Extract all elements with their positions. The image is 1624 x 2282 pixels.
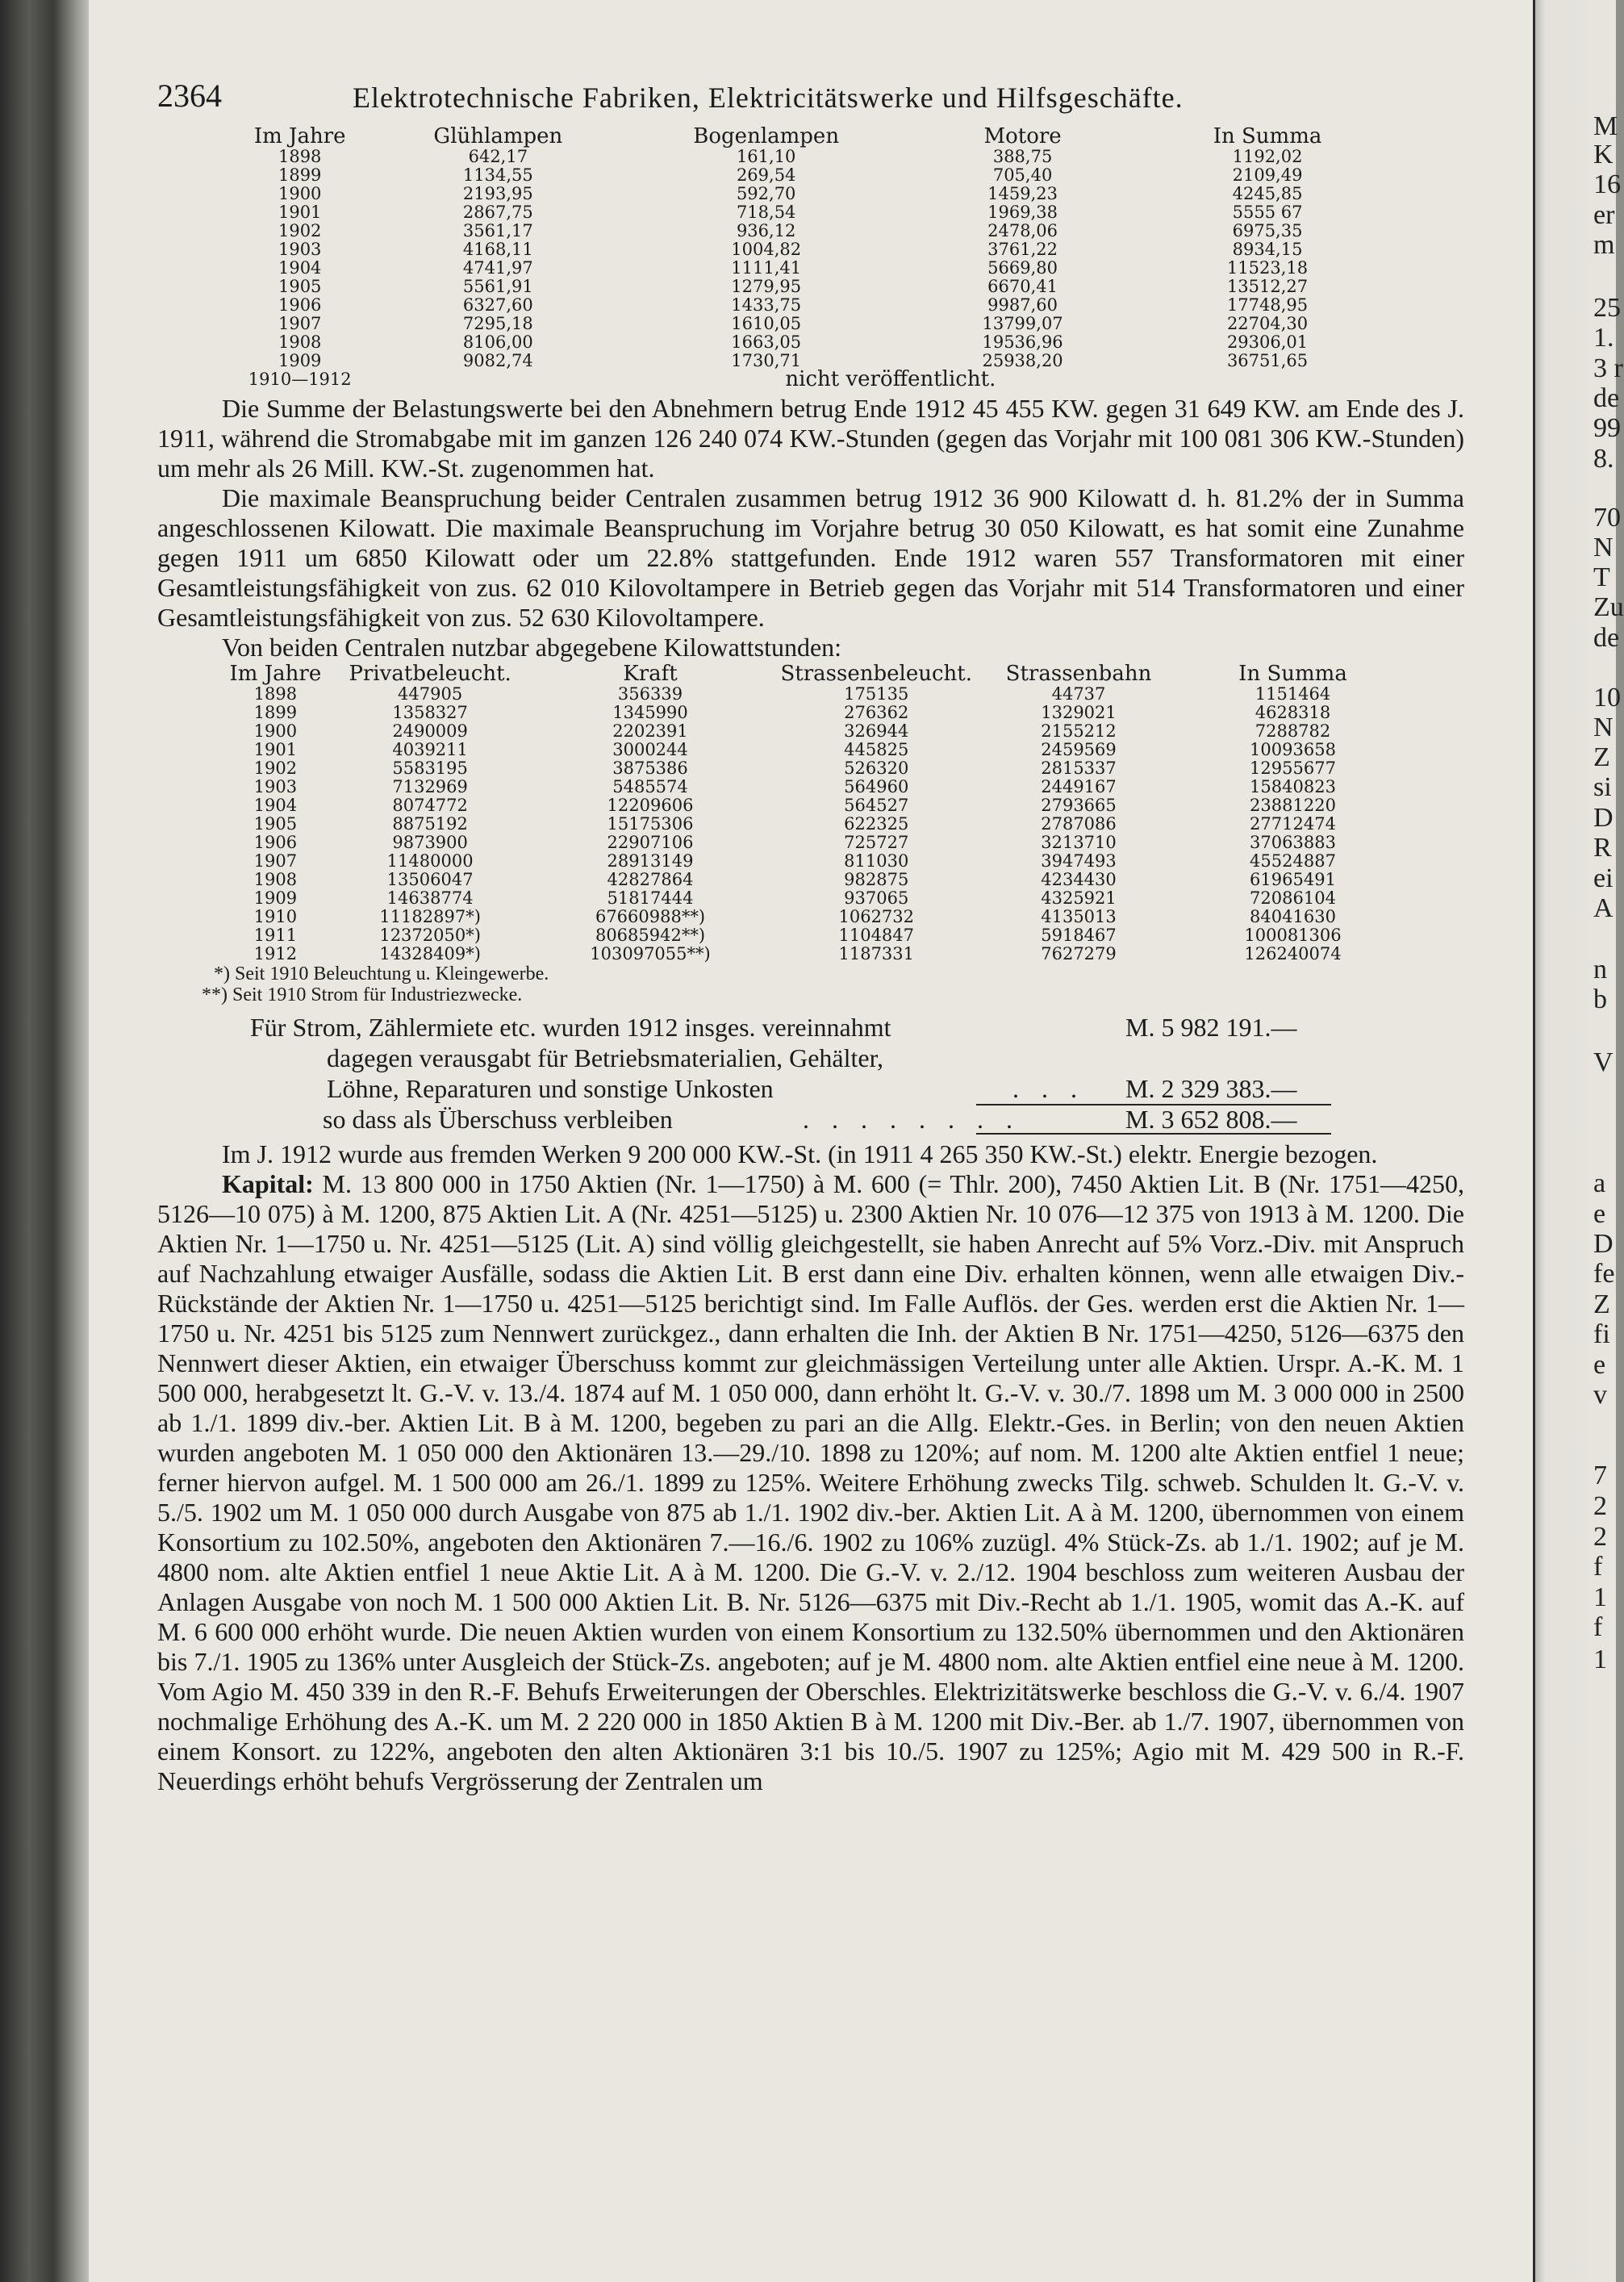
table-cell: 2815337 — [1041, 759, 1117, 778]
account-amount-expenses: M. 2 329 383.— — [1125, 1074, 1297, 1103]
page-content — [157, 77, 1464, 1796]
right-page-fragment: 1 — [1593, 1645, 1607, 1674]
table-cell: 29306,01 — [1226, 332, 1309, 352]
table-cell: 45524887 — [1250, 851, 1336, 871]
table-cell: 9082,74 — [462, 351, 533, 370]
right-page-fragment: fe — [1593, 1259, 1615, 1289]
right-page-fragment: 16 — [1593, 169, 1621, 199]
table-cell: 1905 — [253, 814, 298, 834]
table-cell: 1433,75 — [731, 295, 802, 315]
table-row — [230, 315, 1396, 333]
right-page-fragment: N — [1593, 713, 1614, 742]
table-cell: 14638774 — [386, 888, 474, 908]
col-header: Glühlampen — [433, 123, 563, 148]
table-cell: 1910 — [253, 907, 298, 926]
table-row — [230, 333, 1396, 352]
table-cell: 15840823 — [1250, 777, 1336, 796]
table-cell: 126240074 — [1244, 944, 1342, 963]
table-cell: 937065 — [844, 888, 909, 908]
right-page-fragment: 1. — [1593, 323, 1614, 353]
table-cell: 1909 — [253, 888, 298, 908]
table-cell: 3947493 — [1041, 851, 1117, 871]
table-cell: 2155212 — [1041, 721, 1117, 741]
table-cell: 67660988**) — [595, 907, 706, 926]
right-page-fragment: ei — [1593, 863, 1614, 893]
table-cell: 982875 — [844, 870, 909, 889]
table-cell: 2787086 — [1041, 814, 1117, 834]
table-cell: 3761,22 — [987, 240, 1058, 259]
table-cell: 1902 — [278, 221, 322, 240]
table-cell: 1111,41 — [731, 258, 802, 278]
table-row — [222, 815, 1412, 834]
table-cell: 1329021 — [1041, 703, 1117, 722]
col-header: Strassenbahn — [1005, 661, 1152, 686]
table-cell: 8875192 — [392, 814, 468, 834]
paragraph-load-sum: Die Summe der Belastungswerte bei den Abnehmern betrug Ende 1912 45 455 KW. gegen 31 649 KW. am Ende des J. 1911, während die Stromabgabe mit im ganzen 126 240 074 KW.-Stunden (gegen das Vorjahr mit 100 081 306 KW.-Stunden) um mehr als 26 Mill. KW.-St. zugenommen hat. — [157, 394, 1464, 483]
table-cell: 1903 — [253, 777, 298, 796]
table-cell: 10093658 — [1250, 740, 1336, 759]
right-page-edge — [1533, 0, 1624, 2282]
table-cell: 1901 — [253, 740, 298, 759]
table-cell: 5485574 — [612, 777, 688, 796]
table-row — [222, 908, 1412, 926]
table-cell: 12955677 — [1250, 759, 1336, 778]
table-cell: 19536,96 — [982, 332, 1063, 352]
table-row — [230, 259, 1396, 278]
right-page-fragment: m — [1593, 230, 1615, 260]
table-cell: 1151464 — [1255, 684, 1331, 704]
right-page-fragment: e — [1593, 1199, 1606, 1229]
table-row — [222, 834, 1412, 852]
table-cell: 9873900 — [392, 833, 468, 852]
account-amount-revenue: M. 5 982 191.— — [1125, 1013, 1297, 1042]
table-row — [230, 222, 1396, 240]
table-cell: 1899 — [253, 703, 298, 722]
table-cell: 13506047 — [386, 870, 474, 889]
table-cell: 27712474 — [1250, 814, 1336, 834]
table-cell: 1899 — [278, 165, 322, 185]
table-cell: 1906 — [253, 833, 298, 852]
table-cell: 1912 — [253, 944, 298, 963]
table-cell: 2449167 — [1041, 777, 1117, 796]
revenue-account — [157, 1012, 1464, 1135]
table-cell: 7288782 — [1255, 721, 1331, 741]
right-page-fragment: N — [1593, 533, 1614, 562]
page-number: 2364 — [157, 77, 222, 114]
table-cell: 4039211 — [392, 740, 468, 759]
table-cell: 13799,07 — [982, 314, 1063, 333]
paragraph-kapital — [157, 1169, 1464, 1796]
table-cell: 15175306 — [607, 814, 694, 834]
kapital-text: M. 13 800 000 in 1750 Aktien (Nr. 1—1750) à M. 600 (= Thlr. 200), 7450 Aktien Lit. B (Nr. 1751—4250, 5126—10 075) à M. 1200, 875 Aktien Lit. A (Nr. 4251—5125) u. 2300 Aktien Nr. 10 076—12 375 von 1913 à M. 1200. Die Aktien Nr. 1—1750 u. Nr. 4251—5125 (Lit. A) sind völlig gleichgestellt, sie haben Anrecht auf 5% Vorz.-Div. mit Anspruch auf Nachzahlung etwaiger Ausfälle, sodass die Aktien Lit. B erst dann eine Div. erhalten können, wenn alle etwaigen Div.-Rückstände der Aktien Nr. 1—1750 u. 4251—5125 berichtigt sind. Im Falle Auflös. der Ges. werden erst die Aktien Nr. 1—1750 u. Nr. 4251 bis 5125 zum Nennwert zurückgez., dann erhalten die Inh. der Aktien B Nr. 1751—4250, 5126—6375 den Nennwert dieser Aktien, ein etwaiger Überschuss kommt zur gleichmässigen Verteilung unter alle Aktien. Urspr. A.-K. M. 1 500 000, herabgesetzt lt. G.-V. v. 13./4. 1874 auf M. 1 050 000, dann erhöht lt. G.-V. v. 30./7. 1898 um M. 3 000 000 in 2500 ab 1./1. 1899 div.-ber. Aktien Lit. B à M. 1200, begeben zu pari an die Allg. Elektr.-Ges. in Berlin; von den neuen Aktien wurden angeboten M. 1 050 000 den Aktionären 13.—29./10. 1898 zu 120%; auf nom. M. 1200 alte Aktien entfiel 1 neue; ferner hiervon aufgel. M. 1 500 000 am 26./1. 1899 zu 125%. Weitere Erhöhung zwecks Tilg. schweb. Schulden lt. G.-V. v. 5./5. 1902 um M. 1 050 000 durch Ausgabe von 875 ab 1./1. 1902 div.-ber. Aktien Lit. A à M. 1200, übernommen von einem Konsortium zu 102.50%, angeboten den Aktionären 7.—16./6. 1902 zu 106% zuzügl. 4% Stück-Zs. ab 1./1. 1902; auf je M. 4800 nom. alte Aktien entfiel 1 neue Aktie Lit. A à M. 1200. Die G.-V. v. 2./12. 1904 beschloss zum weiteren Ausbau der Anlagen Ausgabe von noch M. 1 500 000 Aktien Lit. B. Nr. 5126—6375 mit Div.-Recht ab 1./1. 1905, womit das A.-K. auf M. 6 600 000 erhöht wurde. Die neuen Aktien wurden von einem Konsortium zu 132.50% übernommen und den Aktionären bis 7./1. 1905 zu 136% unter Ausgleich der Stück-Zs. angeboten; auf je M. 4800 nom. alte Aktien entfiel eine neue à M. 1200. Vom Agio M. 450 339 in den R.-F. Behufs Erweiterungen der Oberschles. Elektrizitätswerke beschloss die G.-V. v. 6./4. 1907 nochmalige Erhöhung des A.-K. um M. 2 220 000 in 1850 Aktien B à M. 1200 mit Div.-Ber. ab 1./7. 1907, übernommen von einem Konsort. zu 122%, angeboten den alten Aktionären 3:1 bis 10./5. 1907 zu 125%; Agio mit M. 429 500 in R.-F. Neuerdings erhöht behufs Vergrösserung der Zentralen um — [157, 1169, 1465, 1795]
col-header: Bogenlampen — [693, 123, 840, 148]
table-cell: 445825 — [844, 740, 909, 759]
table-cell: 4245,85 — [1232, 184, 1303, 203]
table-row — [230, 370, 1396, 389]
right-page-fragment: de — [1593, 623, 1620, 653]
right-page-fragment: er — [1593, 200, 1615, 230]
right-page-fragment: D — [1593, 803, 1614, 833]
table-cell: 84041630 — [1250, 907, 1336, 926]
kwh-table — [222, 662, 1412, 963]
table-cell: 5555 67 — [1232, 203, 1303, 222]
table-cell: 1908 — [278, 332, 322, 352]
table-cell: 17748,95 — [1226, 295, 1309, 315]
right-page-fragment: Z — [1593, 742, 1610, 772]
table-row — [230, 203, 1396, 222]
right-page-fragment: Z — [1593, 1289, 1610, 1319]
table-cell: 23881220 — [1250, 796, 1336, 815]
right-page-fragment: 25 — [1593, 293, 1621, 323]
table-cell: 1902 — [253, 759, 298, 778]
table-cell: 1062732 — [838, 907, 915, 926]
right-page-fragment: b — [1593, 984, 1607, 1014]
right-page-fragment: f — [1593, 1552, 1603, 1582]
table-cell: 103097055**) — [590, 944, 711, 963]
right-page-fragment: T — [1593, 562, 1610, 592]
table-cell: 526320 — [844, 759, 909, 778]
table-cell: 4234430 — [1041, 870, 1117, 889]
table-cell: 1900 — [278, 184, 322, 203]
table-cell: 161,10 — [736, 147, 796, 166]
table-cell: 622325 — [844, 814, 909, 834]
account-dots: . . . . . . . . — [803, 1105, 1021, 1134]
table-cell: 718,54 — [736, 203, 796, 222]
table-row — [230, 166, 1396, 185]
right-page-fragment: K — [1593, 140, 1614, 169]
right-page-fragment: a — [1593, 1168, 1606, 1198]
account-line-surplus: so dass als Überschuss verbleiben — [323, 1105, 673, 1134]
table-row — [222, 871, 1412, 889]
table-cell: 1187331 — [838, 944, 915, 963]
table-cell: 705,40 — [992, 165, 1053, 185]
kapital-lead: Kapital: — [222, 1169, 314, 1198]
table-cell: 4628318 — [1255, 703, 1331, 722]
right-page-fragment: 8. — [1593, 444, 1614, 474]
table-row — [222, 796, 1412, 815]
running-header — [157, 77, 1464, 125]
right-page-fragment: f — [1593, 1612, 1603, 1642]
table-cell: 1905 — [278, 277, 322, 296]
table-cell: 6670,41 — [987, 277, 1058, 296]
table-cell: 2202391 — [612, 721, 688, 741]
table-cell: 811030 — [844, 851, 909, 871]
table-cell: 5583195 — [392, 759, 468, 778]
right-page-fragment: V — [1593, 1047, 1614, 1077]
paragraph-external-energy: Im J. 1912 wurde aus fremden Werken 9 200 000 KW.-St. (in 1911 4 265 350 KW.-St.) elektr. Energie bezogen. — [222, 1139, 1378, 1168]
table-cell: 1279,95 — [731, 277, 802, 296]
table-cell: 9987,60 — [987, 295, 1058, 315]
table-cell: 276362 — [844, 703, 909, 722]
table-cell: 2490009 — [392, 721, 468, 741]
table-cell: 1898 — [253, 684, 298, 704]
table-cell: 1904 — [253, 796, 298, 815]
paragraph-max-load: Die maximale Beanspruchung beider Centralen zusammen betrug 1912 36 900 Kilowatt d. h. 81.2% der in Summa angeschlossenen Kilowatt. Die maximale Beanspruchung im Vorjahre betrug 30 050 Kilowatt, es hat somit eine Zunahme gegen 1911 um 6850 Kilowatt oder um 22.8% stattgefunden. Ende 1912 waren 557 Transformatoren mit einer Gesamtleistungsfähigkeit von zus. 62 010 Kilovoltampere in Betrieb gegen das Vorjahr mit 514 Transformatoren und einer Gesamtleistungsfähigkeit von zus. 52 630 Kilovoltampere. — [157, 483, 1464, 632]
table-cell: 2459569 — [1041, 740, 1117, 759]
table-cell: 11480000 — [386, 851, 474, 871]
table-cell: 2109,49 — [1232, 165, 1303, 185]
load-values-table — [230, 125, 1396, 389]
table-cell: 2478,06 — [987, 221, 1058, 240]
book-spine — [0, 0, 97, 2282]
table-cell: 175135 — [844, 684, 909, 704]
right-page-fragment: 99 — [1593, 413, 1621, 443]
footnote: *) Seit 1910 Beleuchtung u. Kleingewerbe. — [214, 963, 549, 984]
table-cell: 44737 — [1051, 684, 1106, 704]
table-cell: 36751,65 — [1226, 351, 1309, 370]
table-cell: 13512,27 — [1226, 277, 1309, 296]
table-cell: 11182897*) — [379, 907, 481, 926]
table-row — [230, 278, 1396, 296]
table-cell: 564960 — [844, 777, 909, 796]
table-cell: 11523,18 — [1226, 258, 1309, 278]
table-cell: 4325921 — [1041, 888, 1117, 908]
table-cell: 1907 — [253, 851, 298, 871]
right-page-fragment: v — [1593, 1380, 1607, 1410]
table-row — [222, 722, 1412, 741]
table-cell: 936,12 — [736, 221, 796, 240]
account-line-costs: Löhne, Reparaturen und sonstige Unkosten — [327, 1074, 774, 1103]
table-cell: 642,17 — [468, 147, 528, 166]
table-cell: 4135013 — [1041, 907, 1117, 926]
table-cell: 1663,05 — [731, 332, 802, 352]
table-cell: 4741,97 — [462, 258, 533, 278]
table-cell: 447905 — [398, 684, 463, 704]
account-amount-surplus: M. 3 652 808.— — [1125, 1105, 1297, 1134]
paragraph-kwh-intro: Von beiden Centralen nutzbar abgegebene Kilowattstunden: — [222, 633, 842, 662]
right-page-fragment: A — [1593, 893, 1614, 923]
account-dots: . . . — [1012, 1074, 1085, 1103]
right-page-fragment: 7 — [1593, 1461, 1607, 1490]
table-row — [230, 185, 1396, 203]
right-page-fragment: R — [1593, 833, 1612, 863]
table-cell: 61965491 — [1250, 870, 1336, 889]
table-cell: 564527 — [844, 796, 909, 815]
table-cell: 1345990 — [612, 703, 688, 722]
table-cell: 1969,38 — [987, 203, 1058, 222]
table-cell: 37063883 — [1250, 833, 1336, 852]
table-cell: 1459,23 — [987, 184, 1058, 203]
col-header: In Summa — [1238, 661, 1347, 686]
table-cell: 22704,30 — [1226, 314, 1309, 333]
table-cell: 6327,60 — [462, 295, 533, 315]
table-cell: 72086104 — [1250, 888, 1336, 908]
table-cell: 1907 — [278, 314, 322, 333]
right-page-fragment: 2 — [1593, 1491, 1607, 1521]
col-header: Motore — [983, 123, 1062, 148]
col-header: Strassenbeleucht. — [780, 661, 972, 686]
table-cell: 269,54 — [736, 165, 796, 185]
table-cell: 4168,11 — [462, 240, 533, 259]
table-cell: 1898 — [278, 147, 322, 166]
right-page-fragment: 10 — [1593, 683, 1621, 713]
account-line-expenses: dagegen verausgabt für Betriebsmaterialien, Gehälter, — [327, 1043, 883, 1072]
table-cell: 5918467 — [1041, 926, 1117, 945]
table-cell: 2793665 — [1041, 796, 1117, 815]
table-cell: 3561,17 — [462, 221, 533, 240]
table-cell-note: nicht veröffentlicht. — [785, 367, 996, 391]
table-cell: 1134,55 — [462, 165, 533, 185]
table-row — [222, 704, 1412, 722]
table-cell: 1104847 — [838, 926, 915, 945]
right-page-fragment: e — [1593, 1350, 1606, 1380]
table-row — [222, 926, 1412, 945]
table-cell: 25938,20 — [982, 351, 1063, 370]
running-title: Elektrotechnische Fabriken, Elektricitätswerke und Hilfsgeschäfte. — [353, 82, 1184, 114]
table-row — [222, 685, 1412, 704]
table-cell: 1906 — [278, 295, 322, 315]
table-row — [222, 741, 1412, 759]
table-cell: 8074772 — [392, 796, 468, 815]
table-cell: 1900 — [253, 721, 298, 741]
table-cell: 1909 — [278, 351, 322, 370]
right-page-fragment: Zu — [1593, 592, 1624, 622]
table-cell: 12372050*) — [379, 926, 481, 945]
table-cell: 1910—1912 — [248, 370, 352, 389]
table-row — [222, 778, 1412, 796]
table-cell: 1911 — [253, 926, 298, 945]
table-cell: 100081306 — [1244, 926, 1342, 945]
table-cell: 2193,95 — [462, 184, 533, 203]
right-page-fragment: D — [1593, 1229, 1614, 1259]
table-cell: 7132969 — [392, 777, 468, 796]
table-row — [230, 240, 1396, 259]
table-cell: 80685942**) — [595, 926, 706, 945]
table-cell: 388,75 — [992, 147, 1053, 166]
table-cell: 3000244 — [612, 740, 688, 759]
table-cell: 2867,75 — [462, 203, 533, 222]
col-header: In Summa — [1213, 123, 1322, 148]
table-cell: 51817444 — [607, 888, 694, 908]
right-page-fragment: 3 r — [1593, 353, 1623, 383]
right-page-fragment: de — [1593, 383, 1620, 413]
col-header: Privatbeleucht. — [349, 661, 511, 686]
table-cell: 1901 — [278, 203, 322, 222]
table-cell: 1730,71 — [731, 351, 802, 370]
table-cell: 1904 — [278, 258, 322, 278]
table-row — [222, 852, 1412, 871]
right-page-fragment: 2 — [1593, 1522, 1607, 1552]
table-cell: 592,70 — [736, 184, 796, 203]
table-cell: 1004,82 — [731, 240, 802, 259]
footnote: **) Seit 1910 Strom für Industriezwecke. — [202, 984, 523, 1005]
table-cell: 5669,80 — [987, 258, 1058, 278]
table-row — [230, 296, 1396, 315]
table-cell: 7627279 — [1041, 944, 1117, 963]
right-page-fragment: M — [1593, 111, 1618, 141]
table-cell: 14328409*) — [379, 944, 481, 963]
table-cell: 8934,15 — [1232, 240, 1303, 259]
table-cell: 6975,35 — [1232, 221, 1303, 240]
right-page-fragment: n — [1593, 955, 1607, 984]
right-page-fragment: 1 — [1593, 1582, 1607, 1612]
table-cell: 7295,18 — [462, 314, 533, 333]
table-cell: 28913149 — [607, 851, 694, 871]
table-cell: 3875386 — [612, 759, 688, 778]
table-cell: 1908 — [253, 870, 298, 889]
table-cell: 3213710 — [1041, 833, 1117, 852]
table-cell: 22907106 — [607, 833, 694, 852]
table-cell: 5561,91 — [462, 277, 533, 296]
table-cell: 725727 — [844, 833, 909, 852]
table-cell: 1192,02 — [1232, 147, 1303, 166]
table-cell: 356339 — [617, 684, 683, 704]
table-cell: 42827864 — [607, 870, 694, 889]
table-cell: 326944 — [844, 721, 909, 741]
table-row — [222, 759, 1412, 778]
table-cell: 8106,00 — [462, 332, 533, 352]
account-line-revenue: Für Strom, Zählermiete etc. wurden 1912 insges. vereinnahmt — [250, 1013, 891, 1042]
right-page-fragment: si — [1593, 772, 1612, 802]
col-header: Im Jahre — [229, 661, 322, 686]
table-cell: 12209606 — [607, 796, 694, 815]
table-row — [222, 945, 1412, 963]
table-row — [222, 889, 1412, 908]
account-separator — [976, 1133, 1331, 1135]
right-page-fragment: fi — [1593, 1319, 1610, 1349]
col-header: Im Jahre — [253, 123, 346, 148]
table-cell: 1358327 — [392, 703, 468, 722]
table-row — [230, 148, 1396, 166]
col-header: Kraft — [623, 661, 678, 686]
table-cell: 1903 — [278, 240, 322, 259]
right-page-fragment: 70 — [1593, 503, 1621, 533]
table-cell: 1610,05 — [731, 314, 802, 333]
